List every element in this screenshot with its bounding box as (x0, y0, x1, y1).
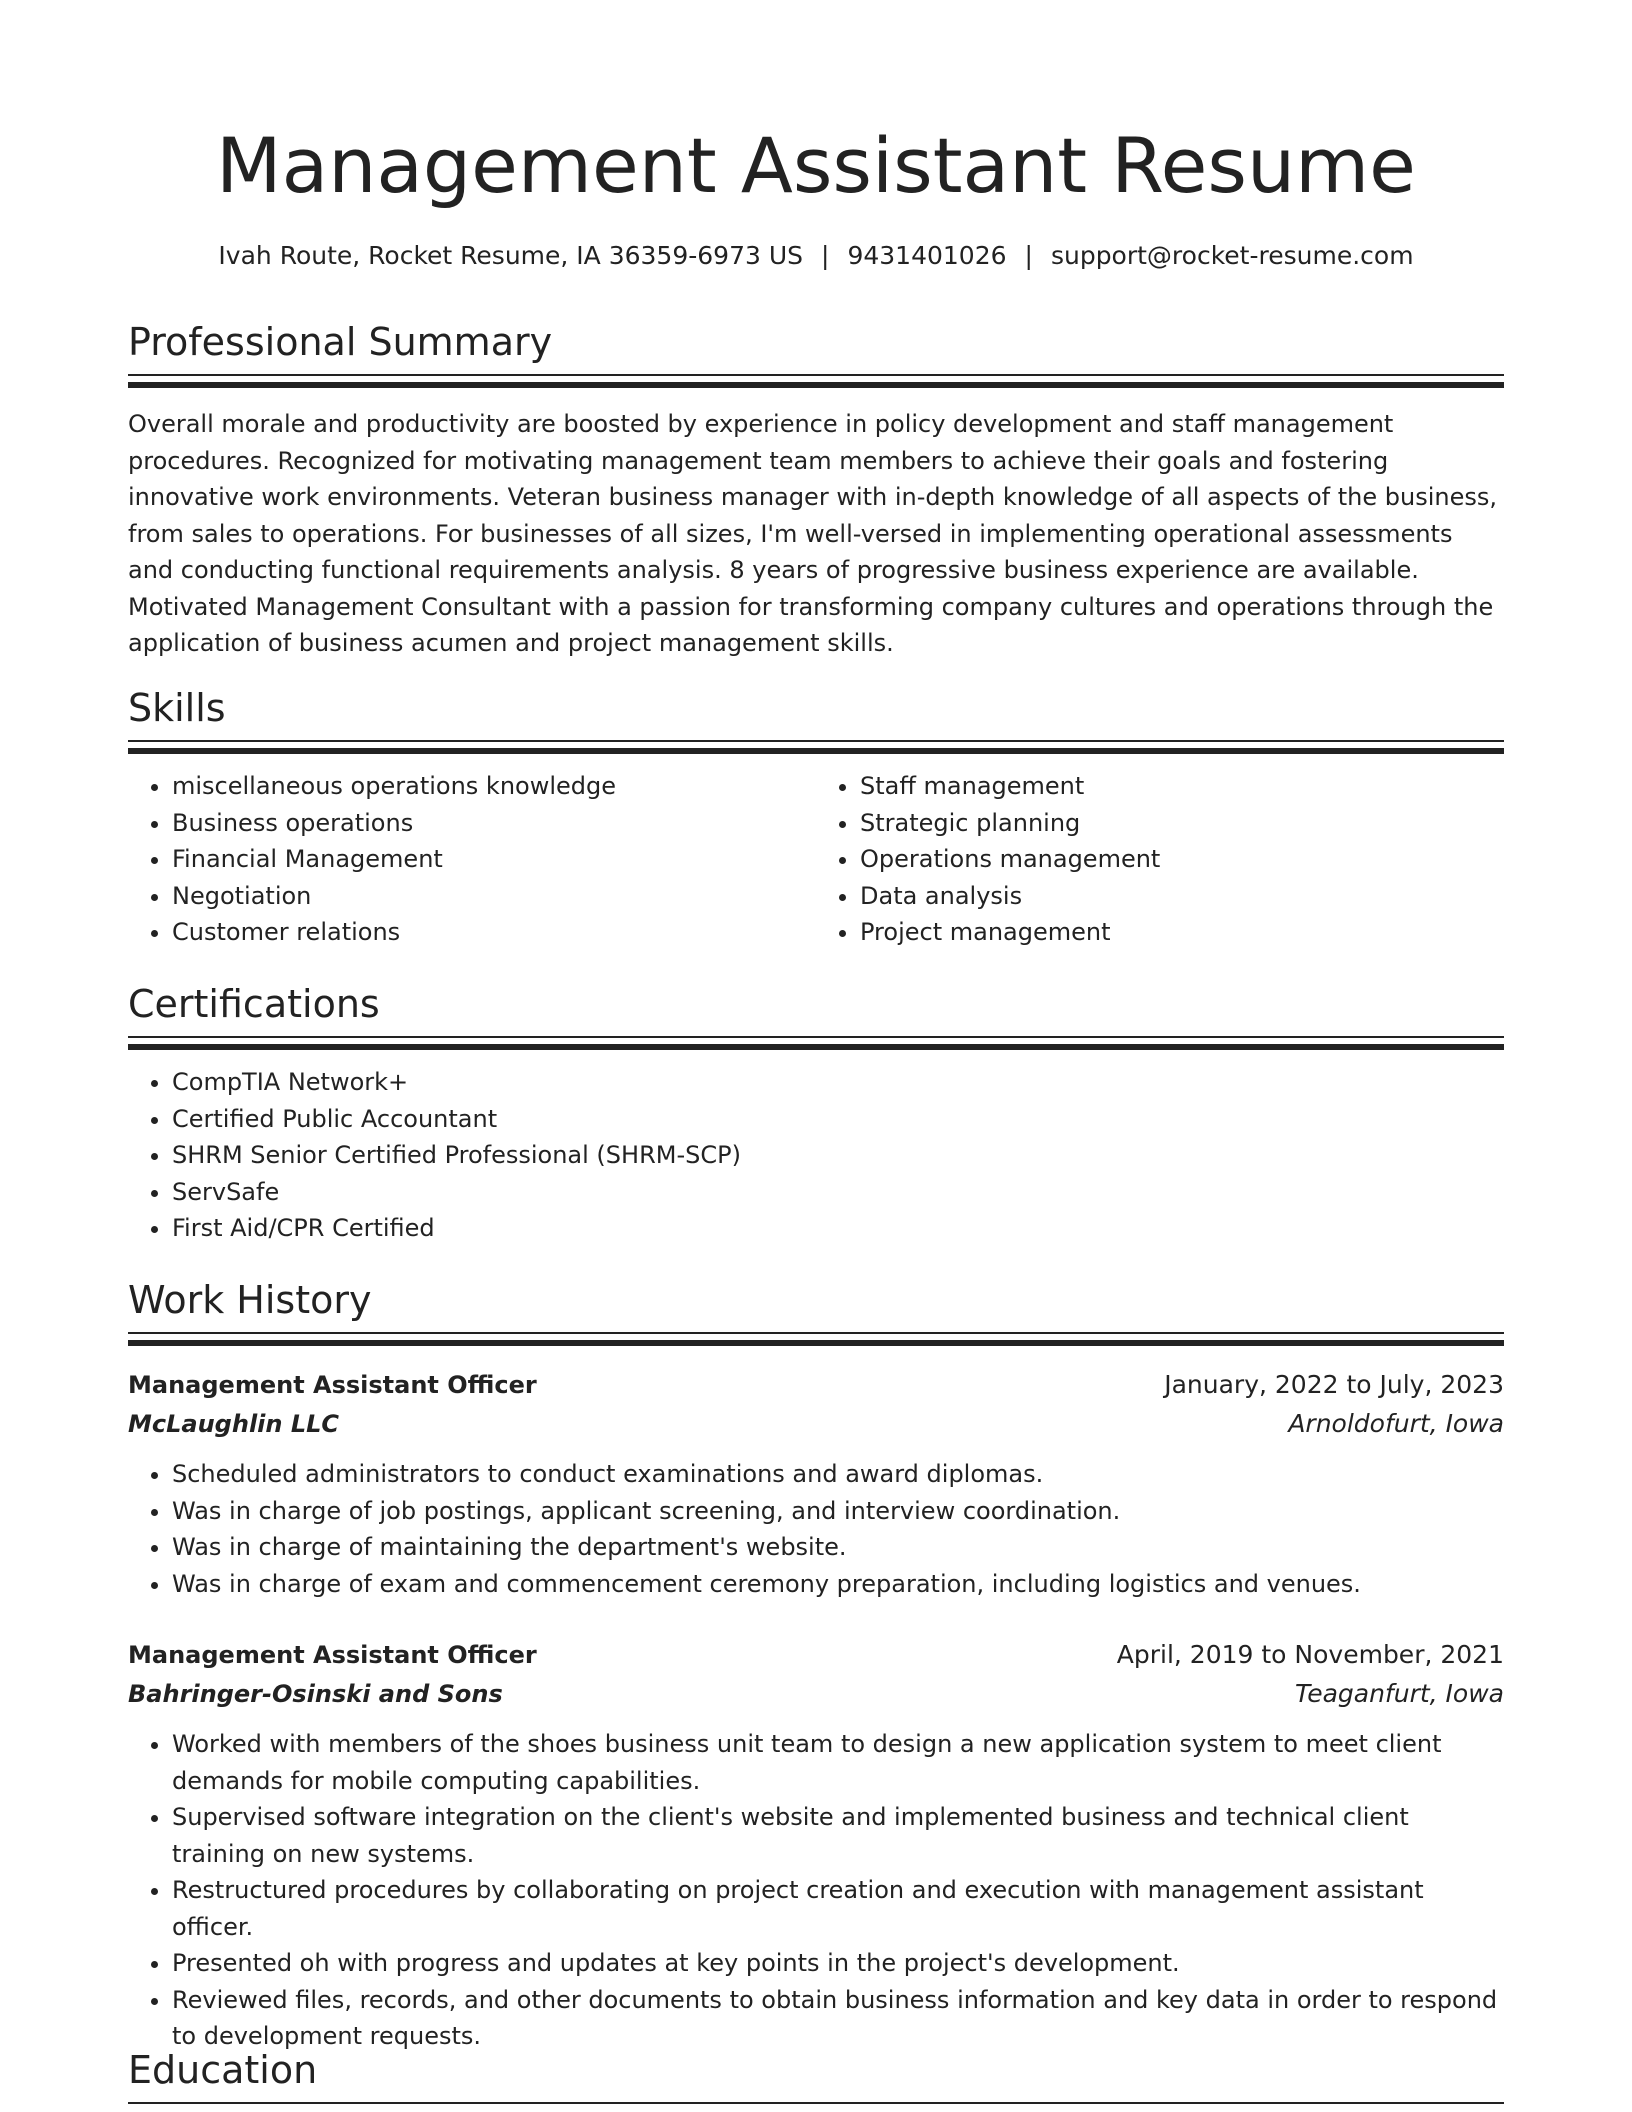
certifications-heading: Certifications (128, 982, 380, 1026)
contact-separator: | (821, 241, 830, 270)
certifications-section-header (128, 980, 1504, 1028)
contact-address: Ivah Route, Rocket Resume, IA 36359-6973 US (218, 241, 804, 270)
summary-section-header (128, 318, 1504, 366)
job-company: Bahringer-Osinski and Sons (128, 1680, 503, 1708)
job-duty: • Restructured procedures by collaborating on project creation and execution with management assistant officer. (172, 1872, 1504, 1945)
education-heading: Education (128, 2048, 318, 2092)
job-duty: • Reviewed files, records, and other documents to obtain business information and key data in order to respond to development requests. (172, 1982, 1504, 2055)
skill-item: • Operations management (860, 841, 1504, 878)
certification-item: • Certified Public Accountant (172, 1101, 1504, 1138)
skill-item: • Strategic planning (860, 805, 1504, 842)
summary-heading: Professional Summary (128, 320, 553, 364)
resume-title: Management Assistant Resume (216, 121, 1416, 210)
job-title: Management Assistant Officer (128, 1371, 537, 1399)
job-duty: • Supervised software integration on the client's website and implemented business and technical client training on new systems. (172, 1799, 1504, 1872)
contact-email[interactable]: support@rocket-resume.com (1050, 241, 1414, 270)
certifications-divider (128, 1036, 1504, 1050)
contact-phone: 9431401026 (847, 241, 1007, 270)
job-duty: • Worked with members of the shoes business unit team to design a new application system to meet client demands for mobile computing capabilities. (172, 1726, 1504, 1799)
summary-text: Overall morale and productivity are boosted by experience in policy development and staff management procedures. Recognized for motivating management team members to achieve their goals and fostering innovative work environments. Veteran business manager with in-depth knowledge of all aspects of the business, from sales to operations. For businesses of all sizes, I'm well-versed in implementing operational assessments and conducting functional requirements analysis. 8 years of progressive business experience are available. Motivated Management Consultant with a passion for transforming company cultures and operations through the application of business acumen and project management skills. (128, 410, 1497, 657)
certification-item: • First Aid/CPR Certified (172, 1210, 1504, 1247)
work-section-header (128, 1276, 1504, 1324)
work-heading: Work History (128, 1278, 372, 1322)
certification-item: • SHRM Senior Certified Professional (SHRM-SCP) (172, 1137, 1504, 1174)
job-title: Management Assistant Officer (128, 1641, 537, 1669)
education-divider (128, 2102, 1504, 2104)
skill-item: • Project management (860, 914, 1504, 951)
skill-item: • Financial Management (172, 841, 816, 878)
skills-heading: Skills (128, 686, 226, 730)
skill-item: • Business operations (172, 805, 816, 842)
job-dates: April, 2019 to November, 2021 (1116, 1640, 1504, 1669)
skills-column-right (816, 768, 1504, 951)
skill-item: • Data analysis (860, 878, 1504, 915)
education-section-header (128, 2046, 1504, 2094)
job-duties (128, 1456, 1504, 1602)
job-location: Teaganfurt, Iowa (1295, 1679, 1504, 1708)
skill-item: • Customer relations (172, 914, 816, 951)
job-duty: • Scheduled administrators to conduct examinations and award diplomas. (172, 1456, 1504, 1493)
summary-divider (128, 374, 1504, 388)
job-company: McLaughlin LLC (128, 1410, 340, 1438)
skills-column-left (128, 768, 816, 951)
job-duty: • Was in charge of exam and commencement ceremony preparation, including logistics and venues. (172, 1566, 1504, 1603)
skill-item: • miscellaneous operations knowledge (172, 768, 816, 805)
skills-divider (128, 740, 1504, 754)
skills-list (128, 768, 1504, 951)
contact-separator: | (1024, 241, 1033, 270)
job-entry (128, 1366, 1504, 1602)
job-duties (128, 1726, 1504, 2055)
work-divider (128, 1332, 1504, 1346)
job-duty: • Was in charge of maintaining the department's website. (172, 1529, 1504, 1566)
certification-item: • ServSafe (172, 1174, 1504, 1211)
skills-section-header (128, 684, 1504, 732)
skill-item: • Negotiation (172, 878, 816, 915)
job-duty: • Presented oh with progress and updates at key points in the project's development. (172, 1945, 1504, 1982)
job-location: Arnoldofurt, Iowa (1288, 1409, 1504, 1438)
job-dates: January, 2022 to July, 2023 (1164, 1370, 1504, 1399)
skill-item: • Staff management (860, 768, 1504, 805)
job-duty: • Was in charge of job postings, applicant screening, and interview coordination. (172, 1493, 1504, 1530)
certifications-list (128, 1064, 1504, 1247)
job-entry (128, 1636, 1504, 2055)
contact-line (128, 238, 1504, 274)
certification-item: • CompTIA Network+ (172, 1064, 1504, 1101)
